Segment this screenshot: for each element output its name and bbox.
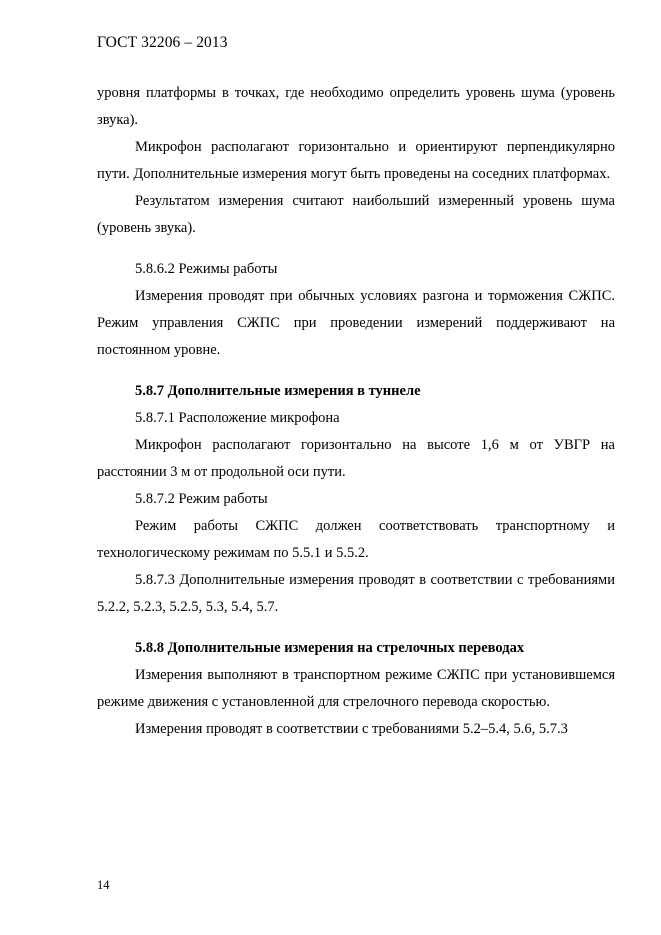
paragraph-switch-requirements: Измерения проводят в соответствии с требованиями 5.2–5.4, 5.6, 5.7.3 bbox=[135, 721, 568, 737]
paragraph-switch-measurements: Измерения выполняют в транспортном режиме СЖПС при установившемся режиме движения с установленной для стрелочного перевода скоростью. bbox=[97, 667, 615, 710]
section-gap bbox=[97, 621, 615, 635]
paragraph-5-8-7-3: 5.8.7.3 Дополнительные измерения проводят в соответствии с требованиями 5.2.2, 5.2.3, 5.2.5, 5.3, 5.4, 5.7. bbox=[97, 572, 615, 615]
paragraph-platform-level: уровня платформы в точках, где необходимо определить уровень шума (уровень звука). bbox=[97, 85, 615, 128]
paragraph-operating-mode: Режим работы СЖПС должен соответствовать транспортному и технологическому режимам по 5.5.1 и 5.5.2. bbox=[97, 518, 615, 561]
heading-5-8-6-2: 5.8.6.2 Режимы работы bbox=[135, 261, 278, 277]
paragraph-microphone-orientation: Микрофон располагают горизонтально и ориентируют перпендикулярно пути. Дополнительные измерения могут быть проведены на соседних платформах. bbox=[97, 139, 615, 182]
document-header: ГОСТ 32206 – 2013 bbox=[97, 34, 228, 51]
heading-5-8-8: 5.8.8 Дополнительные измерения на стрелочных переводах bbox=[135, 640, 525, 656]
paragraph-operating-modes: Измерения проводят при обычных условиях разгона и торможения СЖПС. Режим управления СЖПС при проведении измерений поддерживают на постоянном уровне. bbox=[97, 288, 615, 358]
heading-5-8-7: 5.8.7 Дополнительные измерения в туннеле bbox=[135, 383, 421, 399]
heading-5-8-7-1: 5.8.7.1 Расположение микрофона bbox=[135, 410, 340, 426]
document-body bbox=[97, 80, 615, 743]
section-gap bbox=[97, 242, 615, 256]
heading-5-8-7-2: 5.8.7.2 Режим работы bbox=[135, 491, 268, 507]
paragraph-microphone-position: Микрофон располагают горизонтально на высоте 1,6 м от УВГР на расстоянии 3 м от продольной оси пути. bbox=[97, 437, 615, 480]
paragraph-measurement-result: Результатом измерения считают наибольший измеренный уровень шума (уровень звука). bbox=[97, 193, 615, 236]
section-gap bbox=[97, 364, 615, 378]
page-number: 14 bbox=[97, 878, 110, 892]
